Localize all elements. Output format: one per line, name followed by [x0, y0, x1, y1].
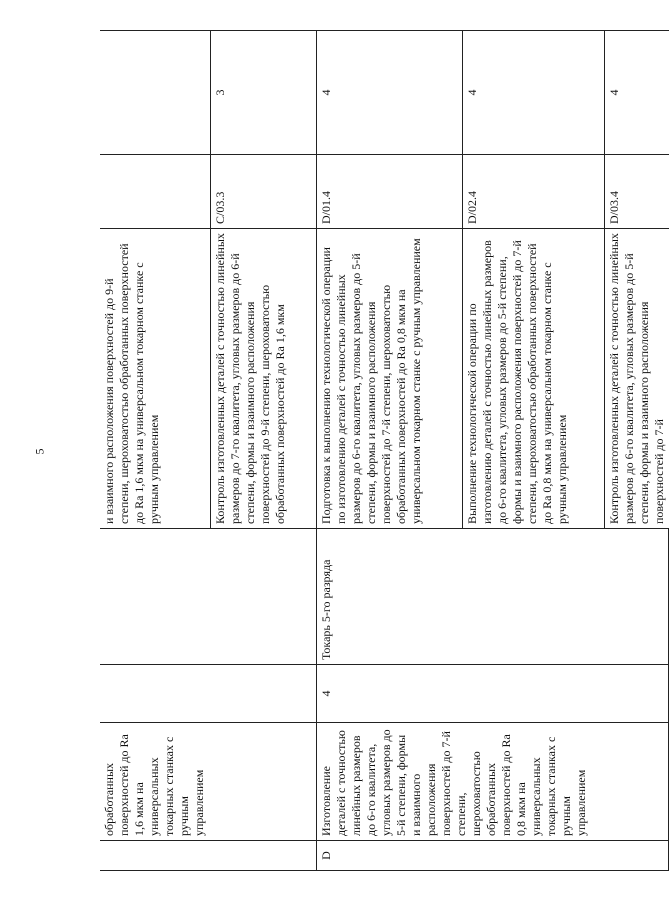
labor-function-code-cell: [100, 155, 210, 229]
labor-function-code-cell: D/02.4: [462, 155, 604, 229]
labor-function-cell: и взаимного расположения поверхностей до 9-й степени, шероховатостью обработанных поверхностей до Ra 1,6 мкм на универсальном токарном станке с ручным управлением: [100, 229, 210, 529]
labor-function-cell: Выполнение технологической операции по изготовлению деталей с точностью линейных размеров до 6-го квалитета, угловых размеров до 5-й степени, формы и взаимного расположения поверхностей до 7-й степени, шероховатостью обработанных поверхностей до Ra 0,8 мкм на универсальном токарном станке с ручным управлением: [462, 229, 604, 529]
labor-function-level-cell: 4: [604, 31, 669, 155]
labor-function-cell: Контроль изготовленных деталей с точностью линейных размеров до 6-го квалитета, угловых размеров до 5-й степени, формы и взаимного расположения поверхностей до 7-й: [604, 229, 669, 529]
functions-table-sheet: [100, 31, 666, 871]
table-row: [316, 31, 462, 871]
labor-function-level-cell: 3: [210, 31, 316, 155]
labor-function-level-cell: [100, 31, 210, 155]
qualification-name-cell: Токарь 5-го разряда: [316, 529, 669, 665]
page-number: 5: [32, 448, 47, 455]
labor-function-level-cell: 4: [316, 31, 462, 155]
labor-function-code-cell: C/03.3: [210, 155, 316, 229]
qualification-name-cell: [100, 529, 316, 665]
general-function-name-cell: Изготовление деталей с точностью линейных размеров до 6-го квалитета, угловых размеров до 5-й степени, формы и взаимного расположения поверхностей до 7-й степени, шероховатостью обработанных поверхностей до Ra 0,8 мкм на универсальных токарных станках с ручным управлением: [316, 723, 669, 841]
general-function-name-cell: обработанных поверхностей до Ra 1,6 мкм на универсальных токарных станках с ручным управлением: [100, 723, 316, 841]
qualification-level-cell: 4: [316, 665, 669, 723]
labor-function-cell: Подготовка к выполнению технологической операции по изготовлению деталей с точностью линейных размеров до 6-го квалитета, угловых размеров до 5-й степени, формы и взаимного расположения поверхностей до 7-й степени, шероховатостью обработанных поверхностей до Ra 0,8 мкм на универсальном токарном станке с ручным управлением: [316, 229, 462, 529]
general-function-code-cell: D: [316, 841, 669, 871]
table-row: [100, 31, 210, 871]
labor-function-level-cell: 4: [462, 31, 604, 155]
labor-function-code-cell: D/03.4: [604, 155, 669, 229]
functions-table: [100, 30, 669, 871]
labor-function-cell: Контроль изготовленных деталей с точностью линейных размеров до 7-го квалитета, угловых размеров до 6-й степени, формы и взаимного расположения поверхностей до 9-й степени, шероховатостью обработанных поверхностей до Ra 1,6 мкм: [210, 229, 316, 529]
general-function-code-cell: [100, 841, 316, 871]
labor-function-code-cell: D/01.4: [316, 155, 462, 229]
qualification-level-cell: [100, 665, 316, 723]
